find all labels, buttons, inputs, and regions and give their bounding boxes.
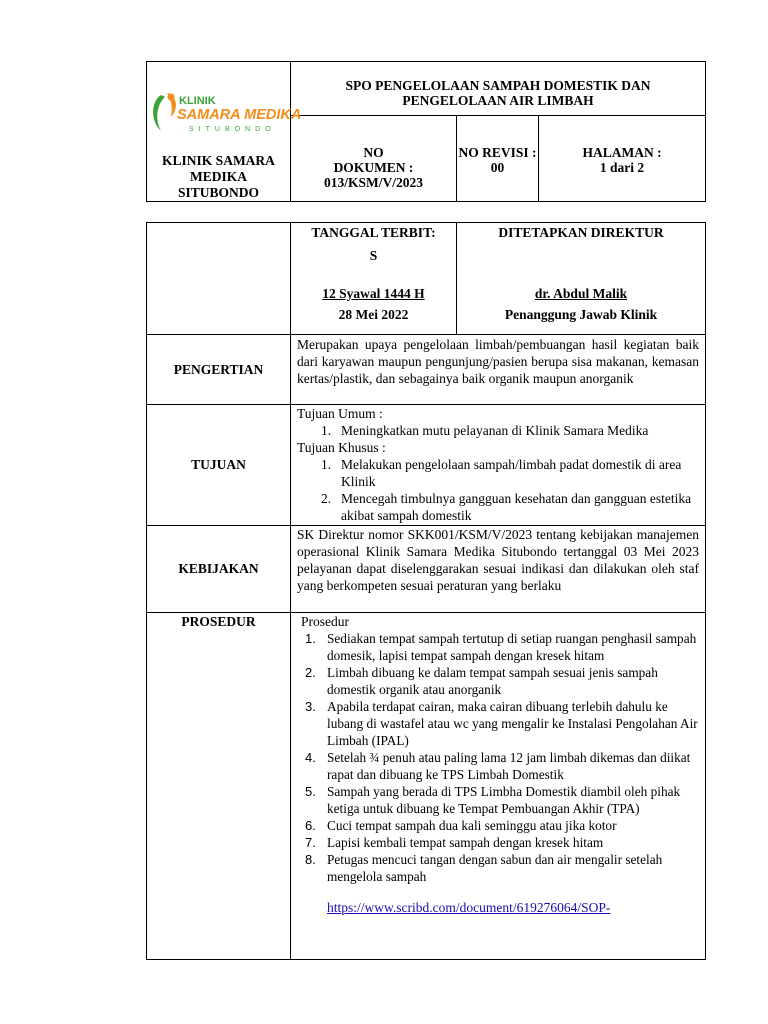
tanggal-terbit-cell	[291, 223, 457, 335]
tanggal-terbit-s: S	[369, 248, 378, 263]
step-text: Setelah ¾ penuh atau paling lama 12 jam limbah dikemas dan diikat rapat dan dibuang ke TPS Limbah Domestik	[327, 750, 691, 782]
no-dokumen-value: 013/KSM/V/2023	[323, 175, 423, 190]
step-text: Limbah dibuang ke dalam tempat sampah sesuai jenis sampah domestik organik atau anorganik	[327, 665, 658, 697]
step-number: 3.	[305, 699, 316, 714]
logo-word-small: KLINIK	[179, 95, 216, 107]
prosedur-step	[297, 817, 699, 834]
prosedur-intro: Prosedur	[301, 614, 349, 629]
halaman-value: 1 dari 2	[599, 160, 645, 175]
tanggal-terbit-label: TANGGAL TERBIT:	[311, 225, 436, 240]
no-dokumen-label2: DOKUMEN :	[333, 160, 414, 175]
step-text: Sampah yang berada di TPS Limbha Domestik diambil oleh pihak ketiga untuk dibuang ke Tempat Pembuangan Akhir (TPA)	[327, 784, 681, 816]
ditetapkan-cell	[457, 223, 706, 335]
pengertian-label: PENGERTIAN	[147, 335, 291, 405]
step-number: 4.	[305, 750, 316, 765]
step-number: 5.	[305, 784, 316, 799]
tanggal-hijri: 12 Syawal 1444 H	[322, 286, 425, 301]
direktur-role: Penanggung Jawab Klinik	[504, 307, 658, 322]
step-number: 2.	[305, 665, 316, 680]
step-number: 1.	[305, 631, 316, 646]
document-header-table	[146, 61, 706, 202]
prosedur-step	[297, 630, 699, 664]
prosedur-step	[297, 783, 699, 817]
no-revisi-value: 00	[490, 160, 505, 175]
tujuan-khusus-label: Tujuan Khusus :	[297, 440, 386, 455]
tujuan-umum-label: Tujuan Umum :	[297, 406, 383, 421]
ditetapkan-label: DITETAPKAN DIREKTUR	[498, 225, 664, 240]
no-revisi-cell	[457, 116, 539, 202]
step-number: 8.	[305, 852, 316, 867]
direktur-name: dr. Abdul Malik	[534, 286, 628, 301]
document-title-cell	[291, 62, 706, 116]
logo-word-big: SAMARA MEDIKA	[177, 107, 302, 123]
prosedur-step	[297, 851, 699, 885]
logo-word-sub: SITUBONDO	[189, 126, 276, 133]
halaman-label: HALAMAN :	[582, 145, 662, 160]
list-item: 1. Melakukan pengelolaan sampah/limbah padat domestik di area Klinik	[321, 457, 682, 489]
step-text: Lapisi kembali tempat sampah dengan kresek hitam	[327, 835, 604, 850]
tanggal-masehi: 28 Mei 2022	[338, 307, 409, 322]
tujuan-khusus-list	[297, 456, 699, 524]
list-item: 2. Mencegah timbulnya gangguan kesehatan dan gangguan estetika akibat sampah domestik	[321, 491, 692, 523]
pengertian-text: Merupakan upaya pengelolaan limbah/pembuangan hasil kegiatan baik dari karyawan maupun pengunjung/pasien berupa sisa makanan, kemasan kertas/plastik, dan sebagainya baik organik maupun anorganik	[291, 335, 706, 405]
tujuan-label: TUJUAN	[147, 405, 291, 526]
clinic-identity-cell	[147, 62, 302, 202]
clinic-name: KLINIK SAMARA MEDIKA SITUBONDO	[162, 153, 275, 200]
step-text: Apabila terdapat cairan, maka cairan dibuang terlebih dahulu ke lubang di wastafel atau wc yang mengalir ke Instalasi Pengolahan Air Limbah (IPAL)	[327, 699, 698, 748]
prosedur-step	[297, 749, 699, 783]
prosedur-step	[297, 664, 699, 698]
tujuan-cell	[291, 405, 706, 526]
prosedur-step	[297, 834, 699, 851]
prosedur-step	[297, 698, 699, 749]
no-dokumen-label1: NO	[363, 145, 384, 160]
no-dokumen-cell	[291, 116, 457, 202]
prosedur-steps	[297, 630, 699, 885]
step-number: 7.	[305, 835, 316, 850]
kebijakan-text: SK Direktur nomor SKK001/KSM/V/2023 tentang kebijakan manajemen operasional Klinik Samara Medika Situbondo tertanggal 03 Mei 2023 pelayanan dapat diselenggarakan sesuai indikasi dan dilakukan oleh staf yang berkompeten sesuai peraturan yang berlaku	[291, 526, 706, 613]
blank-cell	[147, 223, 291, 335]
kebijakan-label: KEBIJAKAN	[147, 526, 291, 613]
clinic-logo	[147, 87, 302, 147]
step-text: Petugas mencuci tangan dengan sabun dan air mengalir setelah mengelola sampah	[327, 852, 663, 884]
prosedur-label: PROSEDUR	[147, 613, 291, 960]
step-text: Sediakan tempat sampah tertutup di setiap ruangan penghasil sampah domesik, lapisi tempat sampah dengan kresek hitam	[327, 631, 697, 663]
scribd-link[interactable]: https://www.scribd.com/document/619276064/SOP-	[327, 900, 611, 915]
no-revisi-label: NO REVISI :	[458, 145, 537, 160]
step-text: Cuci tempat sampah dua kali seminggu atau jika kotor	[327, 818, 617, 833]
prosedur-cell	[291, 613, 706, 960]
document-body-table	[146, 222, 706, 960]
document-title-line1: SPO PENGELOLAAN SAMPAH DOMESTIK DAN	[345, 78, 651, 93]
step-number: 6.	[305, 818, 316, 833]
halaman-cell	[539, 116, 706, 202]
list-item: 1. Meningkatkan mutu pelayanan di Klinik Samara Medika	[321, 423, 649, 438]
document-title-line2: PENGELOLAAN AIR LIMBAH	[402, 93, 594, 108]
tujuan-umum-list	[297, 422, 699, 439]
